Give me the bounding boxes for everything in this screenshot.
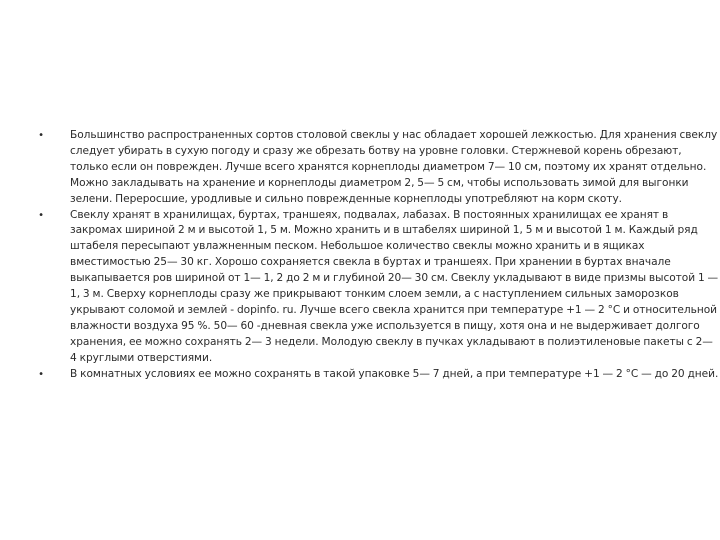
bullet-text: В комнатных условиях ее можно сохранять в такой упаковке 5— 7 дней, а при температуре +1 — 2 °С — до 20 дней. bbox=[70, 367, 719, 380]
bullet-list bbox=[36, 128, 719, 383]
bullet-item-storage-intro bbox=[36, 128, 716, 208]
bullet-text: Большинство распространенных сортов столовой свеклы у нас обладает хорошей лежкостью. Для хранения свеклу следует убирать в сухую погоду и сразу же обрезать ботву на уровне головки. Стержневой корень обрезают, только если он поврежден. Лучше всего хранятся корнеплоды диаметром 7— 10 см, поэтому их хранят отдельно. Можно закладывать на хранение и корнеплоды диаметром 2, 5— 5 см, чтобы использовать зимой для выгонки зелени. Переросшие, уродливые и сильно поврежденные корнеплоды употребляют на корм скоту. bbox=[70, 129, 718, 205]
bullet-item-storage-methods bbox=[36, 208, 719, 367]
bullet-item-room-conditions bbox=[36, 367, 719, 383]
bullet-dot-icon: • bbox=[38, 368, 44, 380]
bullet-dot-icon: • bbox=[38, 209, 44, 221]
bullet-dot-icon: • bbox=[38, 130, 44, 141]
bullet-text: Свеклу хранят в хранилищах, буртах, траншеях, подвалах, лабазах. В постоянных хранилищах ее хранят в закромах шириной 2 м и высотой 1, 5 м. Можно хранить и в штабелях шириной 1, 5 м и высотой 1 м. Каждый ряд штабеля пересыпают увлажненным песком. Небольшое количество свеклы можно хранить и в ящиках вместимостью 25— 30 кг. Хорошо сохраняется свекла в буртах и траншеях. При хранении в буртах вначале выкапывается ров шириной от 1— 1, 2 до 2 м и глубиной 20— 30 см. Свеклу укладывают в виде призмы высотой 1 — 1, 3 м. Сверху корнеплоды сразу же прикрывают тонким слоем земли, а с наступлением сильных заморозков укрывают соломой и землей - dopinfo. ru. Лучше всего свекла хранится при температуре +1 — 2 °С и относительной влажности воздуха 95 %. 50— 60 -дневная свекла уже используется в пищу, хотя она и не выдерживает долгого хранения, ее можно сохранять 2— 3 недели. Молодую свеклу в пучках укладывают в полиэтиленовые пакеты с 2— 4 круглыми отверстиями. bbox=[70, 208, 719, 364]
